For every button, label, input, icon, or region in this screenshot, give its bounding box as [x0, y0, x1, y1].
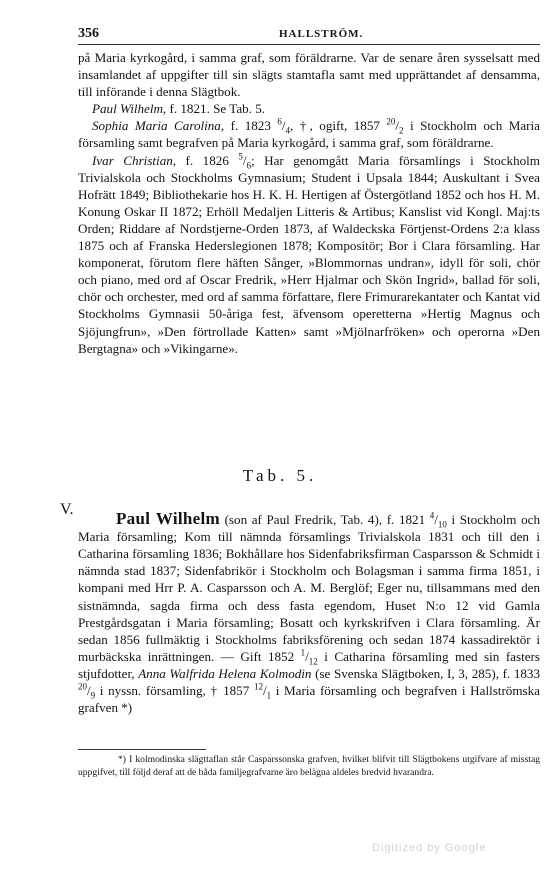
entry-paul-wilhelm: Paul Wilhelm, f. 1821. Se Tab. 5.: [92, 101, 266, 117]
page-header: [78, 26, 540, 44]
section-entry: [78, 497, 540, 729]
footnote: [78, 753, 540, 779]
entry-ivar-christian: Ivar Christian, f. 1826 $^5/_6$; Har genomgått Maria församlings i Stockholm Trivialskola och Stockholms Gymnasium; Student i Upsala 1844; Auskultant i Svea Hofrätt 1849; Bibliothekarie hos H. K. H. Hertigen af Östergötland 1852 och hos H. M. Konung Oskar II 1872; Erhöll Medaljen Litteris & Artibus; Kanslist vid Kongl. Maj:ts Orden; Riddare af Nordstjerne-Orden 1873, af Waldeckska Förtjenst-Ordens 2:a klass 1875 och af Franska Hederslegionen 1878; Kompositör; Bor i Clara församling. Har komponerat, förutom flere häften Sånger, »Blommornas undran», idyll för soli, chör och piano, med ord af Oscar Fredrik, »Herr Hjalmar och Skön Ingrid», ballad för soli, chör och orchester, med ord af samma författare, flere Frimurarekantater och Kantat vid Stockholms Gymnasii 50-åriga fest, äfvensom operetterna »Hertig Magnus och Sjöjungfrun», »Den förtrollade Katten» samt »Mjölnarfröken» och operorna »Den Bergtagna» och »Vikingarne».: [78, 151, 540, 356]
footnote-text: *) I kolmodinska slägttaflan står Casparssonska grafven, hvilket blifvit till Slägtbokens utgifvare af misstag uppgifvet, till följd deraf att de båda familjegrafvarne äro belägna aldeles bredvid hvarandra.: [78, 754, 540, 778]
entry-heading-name: Paul Wilhelm: [116, 509, 220, 529]
watermark: Digitized by Google: [372, 842, 487, 854]
section-heading: Tab. 5.: [242, 466, 318, 485]
running-head: HALLSTRÖM.: [279, 28, 364, 40]
body-text: [78, 49, 540, 357]
entry-sophia-maria-carolina: Sophia Maria Carolina, f. 1823 $^6/_4$, †, ogift, 1857 $^{20}/_2$ i Stockholm och Maria församling samt begrafven på Maria kyrkogård, i samma graf, som föräldrarne.: [78, 117, 540, 151]
page-number: 356: [78, 26, 99, 41]
generation-numeral: V.: [60, 501, 74, 518]
entry-paul-wilhelm-main: Paul Wilhelm (son af Paul Fredrik, Tab. 4), f. 1821 $^4/_{10}$ i Stockholm och Maria församling; Kom till nämnda församlings Trivialskola 1831 och till den i Catharina församling 1836; Bokhållare hos Sidenfabriksfirman Casparsson & Schmidt i nämnda stad 1837; Sidenfabrikör i Stockholm och Bolagsman i samma firma 1851, i kompani med Hrr P. A. Casparsson och A. M. Berglöf; Eger nu, tillsammans med den sistnämnda, sagda firma och dess fasta egendom, Huset N:o 12 vid Gamla Prestgårdsgatan i Maria församling; Bosatt och kyrkskrifven i Clara församling. Är sedan 1856 fullmäktig i Stockholms fabriksförening och sedan 1874 kassadirektör i murbäckska inrättningen. — Gift 1852 $^1/_{12}$ i Catharina församling med sin fasters stjufdotter, Anna Walfrida Helena Kolmodin (se Svenska Slägtboken, I, 3, 285), f. 1833 $^{20}/_9$ i nyssn. församling, † 1857 $^{12}/_1$ i Maria församling och begrafven i Hallströmska grafven *): [78, 509, 541, 716]
footnote-rule: [78, 749, 206, 750]
spouse-name: Anna Walfrida Helena Kolmodin: [138, 665, 312, 681]
entry-name: Paul Wilhelm,: [92, 101, 167, 117]
entry-name: Ivar Christian,: [92, 152, 177, 168]
entry-name: Sophia Maria Carolina,: [92, 118, 225, 134]
header-rule: [78, 44, 540, 45]
paragraph-continuation: på Maria kyrkogård, i samma graf, som föräldrarne. Var de senare åren sysselsatt med insamlandet af uppgifter till sin slägts stamtafla samt med upprättandet af densamma, till införande i denna Slägtbok.: [78, 50, 540, 100]
